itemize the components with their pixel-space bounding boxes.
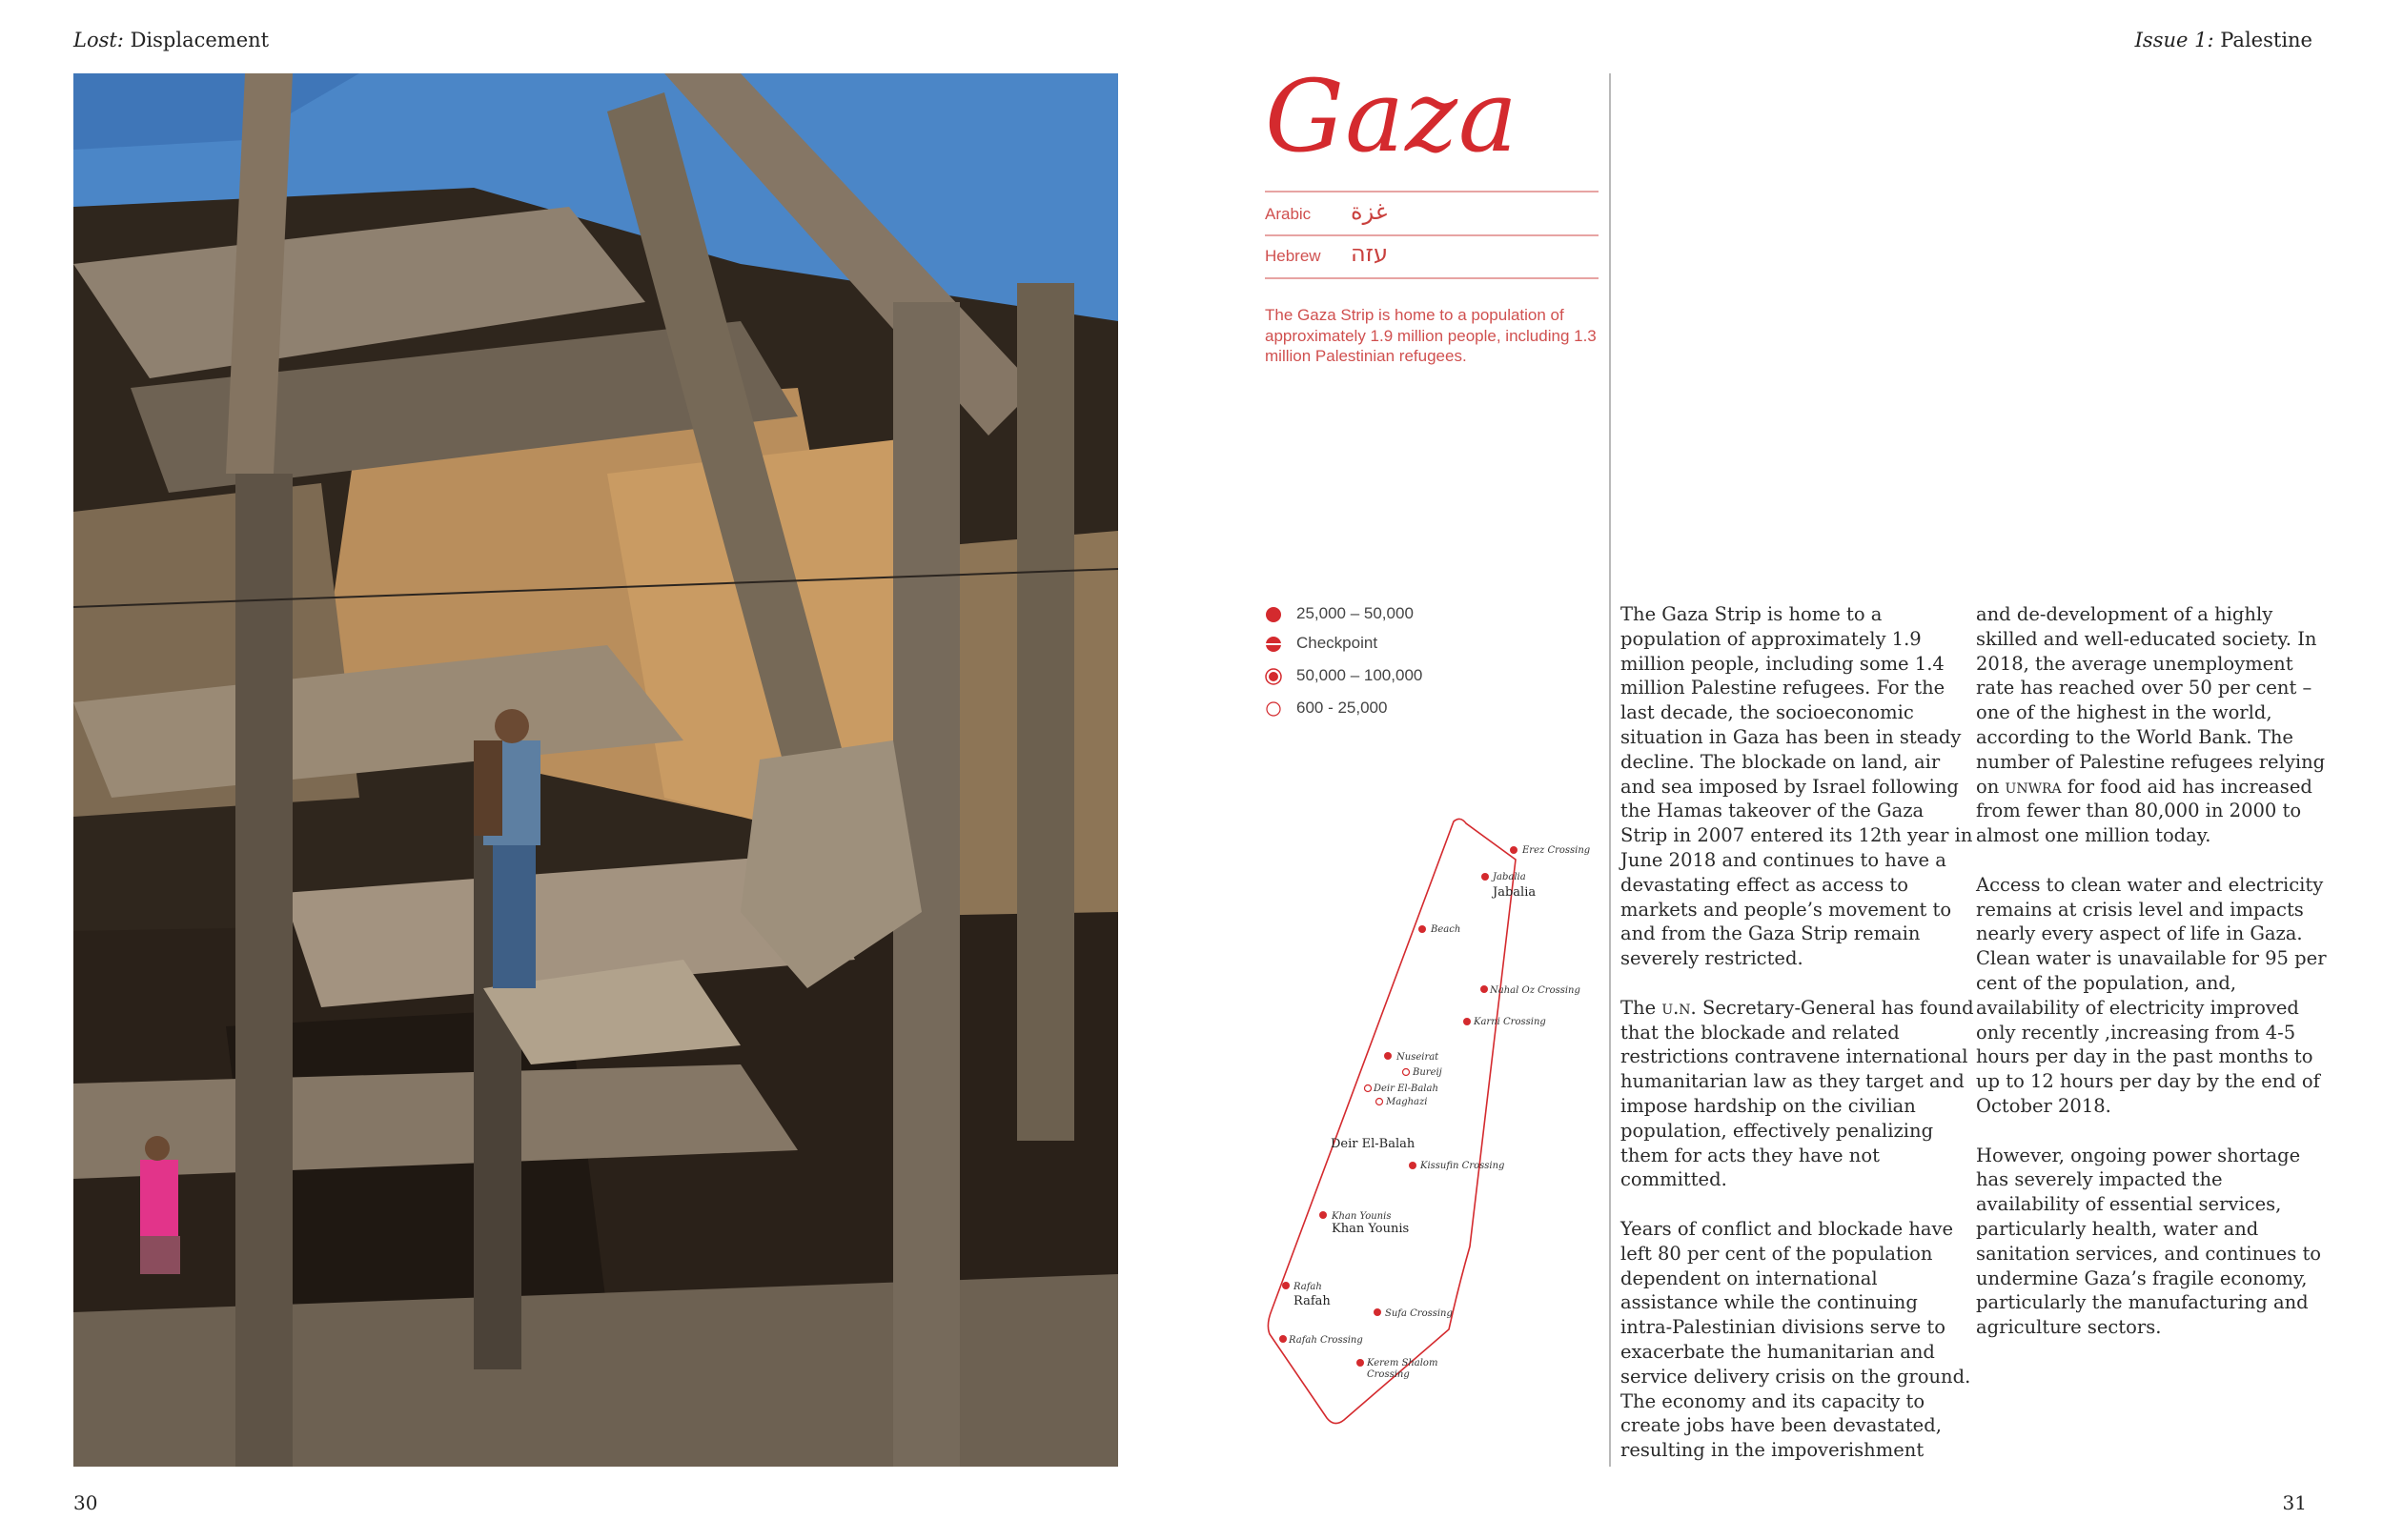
- legend-label: 600 - 25,000: [1296, 699, 1388, 717]
- map-dot: [1480, 985, 1488, 993]
- map-dot: [1463, 1018, 1471, 1025]
- map-label-deir: Deir El-Balah: [1331, 1137, 1416, 1151]
- legend-label: Checkpoint: [1296, 634, 1378, 652]
- map-label-beach: Beach: [1431, 924, 1461, 935]
- map-dot: [1510, 846, 1517, 854]
- legend-label: 25,000 – 50,000: [1296, 604, 1414, 622]
- map-dot: [1365, 1085, 1372, 1092]
- legend-label: 50,000 – 100,000: [1296, 666, 1423, 684]
- map-dot: [1376, 1099, 1383, 1105]
- body-paragraph: The Gaza Strip is home to a population of approximately 1.9 million people, including some 1.4 million Palestine refugees. For the last decade, the socioeconomic situation in Gaza has been in steady decline. The blockade on land, air and sea imposed by Israel following the Hamas takeover of the Gaza Strip in 2007 entered its 12th year in June 2018 and continues to have a devastating effect as access to markets and people’s movement to and from the Gaza Strip remain severely restricted.: [1620, 603, 1973, 970]
- map-dot: [1356, 1359, 1364, 1367]
- gaza-map-svg: [1258, 810, 1601, 1429]
- filled-dot-icon: [1265, 606, 1282, 623]
- half-dot-icon: [1265, 636, 1282, 653]
- map-label-khan-small: Khan Younis: [1332, 1211, 1392, 1222]
- running-head-left: [73, 29, 269, 51]
- arabic-name: غزة: [1351, 198, 1388, 225]
- map-dot: [1418, 925, 1426, 933]
- ruined-building-photo: [73, 73, 1118, 1467]
- photo-illustration: [73, 73, 1118, 1467]
- body-paragraph: [1976, 602, 2331, 848]
- map-label-kissufim: Kissufin Crossing: [1420, 1161, 1505, 1171]
- map-label-jabalia: Jabalia: [1493, 885, 1537, 900]
- map-label-maghazi: Maghazi: [1386, 1097, 1428, 1107]
- page-number-left: 30: [73, 1491, 98, 1514]
- running-head-right-text: Palestine: [2220, 29, 2312, 51]
- running-head-right: [2135, 29, 2312, 51]
- page-number-right: 31: [2282, 1491, 2307, 1514]
- intro-text: The Gaza Strip is home to a population of approximately 1.9 million people, including 1.3 million Palestinian refugees.: [1265, 306, 1597, 365]
- map-dot: [1279, 1335, 1287, 1343]
- page-title: Gaza: [1265, 58, 1518, 174]
- body-text: for food aid has increased from fewer than 80,000 in 2000 to almost one million today.: [1976, 775, 2312, 847]
- map-dot: [1319, 1211, 1327, 1219]
- map-label-nahal-oz: Nahal Oz Crossing: [1490, 985, 1580, 996]
- arabic-label: Arabic: [1265, 205, 1312, 223]
- map-label-rafah: Rafah: [1293, 1294, 1331, 1308]
- body-text: and de-development of a highly skilled and well-educated society. In 2018, the average unemployment rate has reached over 50 per cent – one of the highest in the world, according to the World Bank. The number of Palestine refugees relying on: [1976, 603, 2326, 798]
- map-dot: [1409, 1162, 1416, 1169]
- map-label-deir-small: Deir El-Balah: [1374, 1084, 1438, 1094]
- map-label-karni: Karni Crossing: [1474, 1017, 1546, 1027]
- column-divider: [1609, 73, 1611, 1467]
- map-dot: [1282, 1282, 1290, 1289]
- unrwa-abbreviation: unwra: [2005, 775, 2062, 798]
- body-paragraph: Years of conflict and blockade have left 80 per cent of the population dependent on international assistance while the continuing intra-Palestinian divisions serve to exacerbate the humanitarian and service delivery crisis on the ground. The economy and its capacity to create jobs have been devastated, resulting in the impoverishment: [1620, 1217, 1971, 1462]
- map-label-khan: Khan Younis: [1332, 1222, 1410, 1236]
- body-paragraph: [1620, 996, 1975, 1192]
- body-column-2: [1976, 602, 2331, 1365]
- hebrew-name: עזה: [1351, 240, 1389, 267]
- map-dot: [1374, 1308, 1381, 1316]
- map-label-nuseirat: Nuseirat: [1396, 1052, 1439, 1063]
- map-label-rafah-crossing: Rafah Crossing: [1289, 1335, 1363, 1346]
- un-abbreviation: u.n.: [1661, 996, 1697, 1019]
- running-head-left-italic: Lost:: [73, 29, 124, 51]
- hebrew-label: Hebrew: [1265, 247, 1321, 265]
- gaza-strip-map: [1258, 810, 1601, 1429]
- map-label-rafah-small: Rafah: [1293, 1282, 1322, 1292]
- map-label-kerem-1: Kerem Shalom: [1367, 1358, 1438, 1368]
- map-label-erez: Erez Crossing: [1522, 845, 1591, 856]
- gaza-outline: [1268, 819, 1516, 1423]
- map-dot: [1481, 873, 1489, 881]
- map-label-kerem-2: Crossing: [1367, 1369, 1410, 1380]
- body-paragraph: Access to clean water and electricity remains at crisis level and impacts nearly every aspect of life in Gaza. Clean water is unavailable for 95 per cent of the population, and, availability of electricity improved only recently ,increasing from 4-5 hours per day in the past months to up to 12 hours per day by the end of October 2018.: [1976, 873, 2327, 1117]
- map-dot: [1384, 1052, 1392, 1060]
- open-dot-icon: [1265, 700, 1282, 718]
- ringed-dot-icon: [1265, 668, 1282, 685]
- names-bottom-rule: [1265, 277, 1599, 279]
- title-rule: [1265, 191, 1599, 192]
- names-rule: [1265, 234, 1599, 236]
- body-text: The: [1620, 996, 1657, 1019]
- body-text: Secretary-General has found that the blockade and related restrictions contravene international humanitarian law as they target and impose hardship on the civilian population, effectively penalizing them for acts they have not committed.: [1620, 996, 1974, 1191]
- body-paragraph: However, ongoing power shortage has severely impacted the availability of essential services, particularly health, water and sanitation services, and continues to undermine Gaza’s fragile economy, particularly the manufacturing and agriculture sectors.: [1976, 1144, 2322, 1339]
- running-head-right-italic: Issue 1:: [2134, 29, 2214, 51]
- body-column-1: [1620, 602, 1975, 1488]
- map-label-jabalia-small: Jabalia: [1493, 872, 1526, 882]
- running-head-left-text: Displacement: [130, 29, 270, 51]
- map-label-sufa: Sufa Crossing: [1385, 1308, 1453, 1319]
- map-label-bureij: Bureij: [1413, 1067, 1442, 1078]
- map-dot: [1403, 1069, 1410, 1076]
